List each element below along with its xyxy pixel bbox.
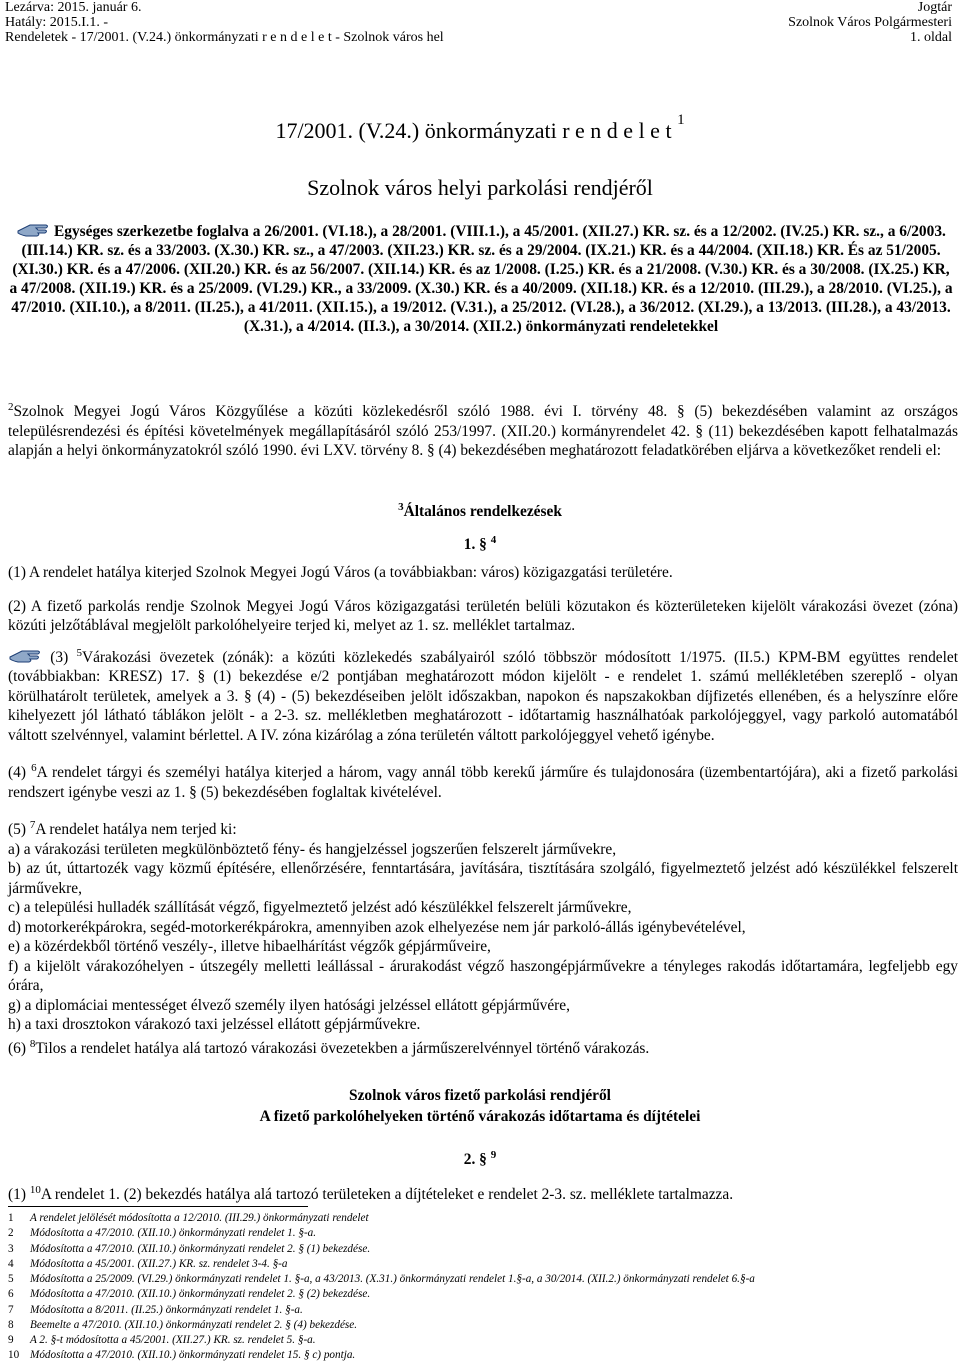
header-left [5,0,444,45]
footnote-item: 10 Módosította a 47/2010. (XII.10.) önkormányzati rendelet 15. § c) pontja. [8,1349,356,1362]
list-item: d) motorkerékpárokra, segéd-motorkerékpárokra, amennyiben azok elhelyezése nem jár parkoló-állás igénybevételével, [8,918,746,936]
footnote-ref-4[interactable]: 4 [490,534,497,546]
footnote-ref-9[interactable]: 9 [490,1149,497,1161]
footnote-ref-5[interactable]: 5 [76,646,82,659]
subsection-4: (4) $^6$A rendelet tárgyi és személyi hatálya kiterjed a három, vagy annál több kerekű járműre és tulajdonosára (üzembentartójára), aki a fizető parkolási rendszert igénybe veszi az 1. § (5) bekezdésében foglaltak kivételével. [8,762,958,801]
footnote-item: 9 A 2. §-t módosította a 45/2001. (XII.27.) KR. sz. rendelet 5. §-a. [8,1334,316,1346]
subsection-1: (1) A rendelet hatálya kiterjed Szolnok Megyei Jogú Város (a továbbiakban: város) közigazgatási területére. [8,564,673,581]
list-item: c) a települési hulladék szállítását végző, figyelmeztető jelzést adó készülékkel felszerelt járművekre, [8,899,632,917]
footnote-item: 6 Módosította a 47/2010. (XII.10.) önkormányzati rendelet 2. § (2) bekezdése. [8,1288,371,1301]
list-item: e) a közérdekből történő veszély-, illetve hibaelhárítást végzők gépjárműveire, [8,938,491,956]
footnote-item: 5 Módosította a 25/2009. (VI.29.) önkormányzati rendelet 1. §-a, a 43/2013. (X.31.) önkormányzati rendelet 1.§-a, a 30/2014. (XII.2.) önkormányzati rendelet 6.§-a [8,1273,755,1285]
document-subtitle: Szolnok város helyi parkolási rendjéről [307,175,653,200]
header-closed-date: Lezárva: 2015. január 6. [5,0,142,15]
footnote-divider [8,1206,308,1207]
section-heading-paid-parking [0,1085,960,1127]
section-heading-general-text: Általános rendelkezések [403,503,562,521]
footnote-ref-7[interactable]: 7 [29,819,36,832]
pointing-hand-icon[interactable] [16,222,50,238]
footnote-item: 3 Módosította a 47/2010. (XII.10.) önkormányzati rendelet 2. § (1) bekezdése. [8,1242,371,1255]
header-effect: Hatály: 2015.I.1. - [5,15,109,30]
header-right [788,0,952,45]
footnote-ref-3[interactable]: 3 [398,501,404,513]
section-heading-paid-line1: Szolnok város fizető parkolási rendjéről [349,1087,611,1104]
paragraph-2-label: 2. § [463,1151,487,1169]
list-item: b) az út, úttartozék vagy közmű építésére, ellenőrzésére, fenntartására, javítására, tisztítására szolgáló, figyelmeztető jelzést adó készülékkel felszerelt járművekre, [8,860,958,897]
document-title [0,112,960,144]
paragraph-2-heading [0,1145,960,1170]
section-2-subsection-1: (1) $^{10}$A rendelet 1. (2) bekezdés hatálya alá tartozó területeken a díjtételeket e rendelet 2-3. sz. melléklete tartalmazza. [8,1184,734,1204]
header-org: Szolnok Város Polgármesteri [788,15,952,30]
header-path: Rendeletek - 17/2001. (V.24.) önkormányzati r e n d e l e t - Szolnok város hel [5,30,444,45]
subsection-2: (2) A fizető parkolás rendje Szolnok Megyei Jogú Város közigazgatási területén belüli közutakon és közterületeken kijelölt várakozási övezet (zóna) közúti jelzőtáblával megjelölt parkolóhelyeire terjed ki, melyet az 1. sz. melléklet tartalmaz. [8,597,958,634]
footnote-ref-10[interactable]: 10 [29,1184,41,1196]
consolidation-text: Egységes szerkezetbe foglalva a 26/2001. (VI.18.), a 28/2001. (VIII.1.), a 45/2001. (XII.27.) KR. sz. és a 12/2002. (IV.25.) KR. sz., a 6/2003. (III.14.) KR. sz. és a 33/2003. (X.30.) KR. sz., a 47/2003. (XII.23.) KR. sz. és a 29/2004. (IX.21.) KR. és a 44/2004. (XII.18.) KR. És az 51/2005. (XI.30.) KR. és a 47/2006. (XII.20.) KR. és az 56/2007. (XII.14.) KR. és az 1/2008. (I.25.) KR. és a 21/2008. (V.30.) KR. és a 30/2008. (IX.25.) KR, a 47/2008. (XII.19.) KR. és a 25/2009. (VI.29.) KR., a 33/2009. (X.30.) KR. és a 40/2009. (XII.18.) KR. és a 12/2010. (III.29.), a 28/2010. (VI.25.), a 47/2010. (XII.10.), a 8/2011. (II.25.), a 41/2011. (XII.15.), a 19/2012. (V.31.), a 25/2012. (VI.28.), a 36/2012. (XI.29.), a 13/2013. (III.28.), a 43/2013. (X.31.), a 4/2014. (II.3.), a 30/2014. (XII.2.) önkormányzati rendeletekkel [9,223,953,335]
footnote-ref-1[interactable]: 1 [677,112,685,128]
list-item: g) a diplomáciai mentességet élvező személy ilyen hatósági jelzéssel ellátott gépjárművére, [8,996,570,1014]
list-item: a) a várakozási területen megkülönböztető fény- és hangjelzéssel jogszerűen felszerelt járművekre, [8,840,617,858]
preamble [8,398,958,461]
footnote-item: 1 A rendelet jelölését módosította a 12/2010. (III.29.) önkormányzati rendelet [8,1212,369,1224]
list-item: f) a kijelölt várakozóhelyen - útszegély melletti leállással - árurakodást végző haszongépjárművekre a tényleges rakodás időtartamára, legfeljebb egy órára, [8,957,958,995]
consolidation-note [8,222,954,336]
footnote-ref-6[interactable]: 6 [31,762,37,775]
header-page: 1. oldal [910,30,952,45]
footnote-item: 2 Módosította a 47/2010. (XII.10.) önkormányzati rendelet 1. §-a. [8,1227,317,1240]
section-heading-paid-line2: A fizető parkolóhelyeken történő várakozás időtartama és díjtételei [259,1108,701,1125]
footnote-ref-2[interactable]: 2 [8,401,14,413]
subsection-6: (6) $^8$Tilos a rendelet hatálya alá tartozó várakozási övezetekben a járműszerelvénnyel történő várakozás. [8,1037,650,1057]
document-title-text: 17/2001. (V.24.) önkormányzati r e n d e l e t [275,118,672,143]
section-heading-general [0,497,960,522]
paragraph-1-label: 1. § [463,536,487,554]
section-1-body [8,563,958,1067]
subsection-3: (3) $^5$Várakozási övezetek (zónák): a közúti közlekedés szabályairól szóló többször módosított 1/1975. (II.5.) KPM-BM együttes rendelet (továbbiakban: KRESZ) 17. § (1) bekezdése e/2 pontjában meghatározott módon kijelölt - e rendelet 1. számú mellékletében szereplő - olyan körülhatárolt területek, amelyek a 3. § (4) - (5) bekezdéseiben jelölt időszakban, napokon és napszakokban díjfizetés ellenében, és a helyszínre előre kihelyezett jól látható táblákon jelölt - a 2-3. sz. mellékletben meghatározott - időtartamig használhatóak parkolójeggyel, vagy parkoló automatából váltott szelvénnyel, valamint bérlettel. A IV. zóna kizárólag a zóna területén váltott parkolójeggyel vehető igénybe. [8,646,958,744]
subsection-5: (5) $^7$A rendelet hatálya nem terjed ki: [8,819,237,839]
list-item: h) a taxi drosztokon várakozó taxi jelzéssel ellátott gépjárművekre. [8,1016,421,1034]
footnote-ref-8[interactable]: 8 [29,1037,36,1050]
paragraph-1-heading [0,530,960,555]
pointing-hand-icon[interactable] [8,648,42,664]
exemption-list [8,840,958,1035]
header-source: Jogtár [917,0,952,15]
footnotes [8,1211,958,1364]
preamble-text: Szolnok Megyei Jogú Város Közgyűlése a közúti közlekedésről szóló 1988. évi I. törvény 48. § (5) bekezdésében valamint az országos településrendezési és építési követelmények megállapításáról szóló 253/1997. (XII.20.) kormányrendelet 42. § (11) bekezdésében kapott felhatalmazás alapján a helyi önkormányzatokról szóló 1990. évi LXV. törvény 8. § (4) bekezdésében meghatározott feladatkörében eljárva a következőket rendeli el: [8,403,958,460]
footnote-item: 8 Beemelte a 47/2010. (XII.10.) önkormányzati rendelet 2. § (4) bekezdése. [8,1318,358,1331]
footnote-item: 4 Módosította a 45/2001. (XII.27.) KR. sz. rendelet 3-4. §-a [8,1257,288,1270]
footnote-item: 7 Módosította a 8/2011. (II.25.) önkormányzati rendelet 1. §-a. [8,1303,303,1316]
